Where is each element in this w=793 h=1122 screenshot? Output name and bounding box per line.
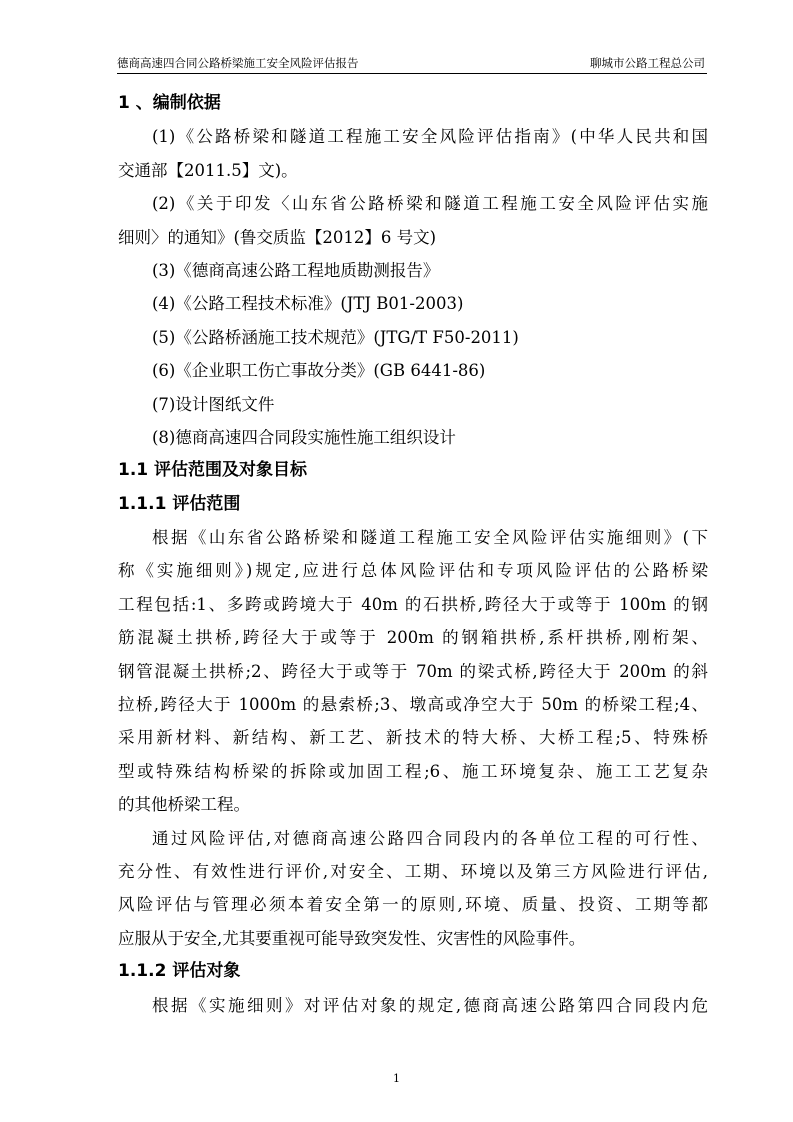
text-line: 通过风险评估,对德商高速公路四合同段内的各单位工程的可行性、 (152, 828, 708, 848)
text-line: 称《实施细则》)规定,应进行总体风险评估和专项风险评估的公路桥梁 (118, 561, 708, 581)
document-body (118, 87, 708, 1022)
text-line: 筋混凝土拱桥,跨径大于或等于 200m 的钢箱拱桥,系杆拱桥,刚桁架、 (118, 628, 708, 648)
text-line: (3)《德商高速公路工程地质勘测报告》 (152, 260, 440, 280)
text-line: (1)《公路桥梁和隧道工程施工安全风险评估指南》(中华人民共和国 (152, 127, 708, 147)
text-line: (2)《关于印发〈山东省公路桥梁和隧道工程施工安全风险评估实施 (152, 194, 708, 214)
text-line: 交通部【2011.5】文)。 (118, 160, 298, 180)
text-line: 型或特殊结构桥梁的拆除或加固工程;6、施工环境复杂、施工工艺复杂 (118, 761, 708, 781)
text-line: (8)德商高速四合同段实施性施工组织设计 (152, 427, 456, 447)
section-heading: 1 、编制依据 (118, 93, 221, 113)
header-company: 聊城市公路工程总公司 (590, 56, 705, 70)
section-heading: 1.1.1 评估范围 (118, 493, 241, 514)
text-line: 根据《实施细则》对评估对象的规定,德商高速公路第四合同段内危 (152, 995, 708, 1015)
text-line: 钢管混凝土拱桥;2、跨径大于或等于 70m 的梁式桥,跨径大于 200m 的斜 (118, 661, 708, 681)
text-line: 采用新材料、新结构、新工艺、新技术的特大桥、大桥工程;5、特殊桥 (118, 728, 708, 748)
text-line: (6)《企业职工伤亡事故分类》(GB 6441-86) (152, 361, 486, 381)
text-line: (5)《公路桥涵施工技术规范》(JTG/T F50-2011) (152, 327, 519, 347)
text-line: (4)《公路工程技术标准》(JTJ B01-2003) (152, 294, 464, 314)
text-line: 的其他桥梁工程。 (118, 795, 250, 815)
text-line: 风险评估与管理必须本着安全第一的原则,环境、质量、投资、工期等都 (118, 895, 708, 915)
text-line: (7)设计图纸文件 (152, 394, 275, 414)
text-line: 拉桥,跨径大于 1000m 的悬索桥;3、墩高或净空大于 50m 的桥梁工程;4、 (118, 695, 708, 715)
text-line: 充分性、有效性进行评价,对安全、工期、环境以及第三方风险进行评估, (118, 861, 708, 881)
text-line: 细则〉的通知》(鲁交质监【2012】6 号文) (118, 227, 437, 247)
page-number: 1 (393, 1072, 400, 1085)
page-header (117, 53, 707, 74)
header-report-title: 德商高速四合同公路桥梁施工安全风险评估报告 (117, 56, 359, 70)
text-line: 应服从于安全,尤其要重视可能导致突发性、灾害性的风险事件。 (118, 928, 586, 948)
text-line: 工程包括:1、多跨或跨境大于 40m 的石拱桥,跨径大于或等于 100m 的钢 (118, 594, 708, 614)
section-heading: 1.1 评估范围及对象目标 (118, 460, 308, 481)
section-heading: 1.1.2 评估对象 (118, 961, 241, 982)
text-line: 根据《山东省公路桥梁和隧道工程施工安全风险评估实施细则》(下 (152, 528, 708, 548)
